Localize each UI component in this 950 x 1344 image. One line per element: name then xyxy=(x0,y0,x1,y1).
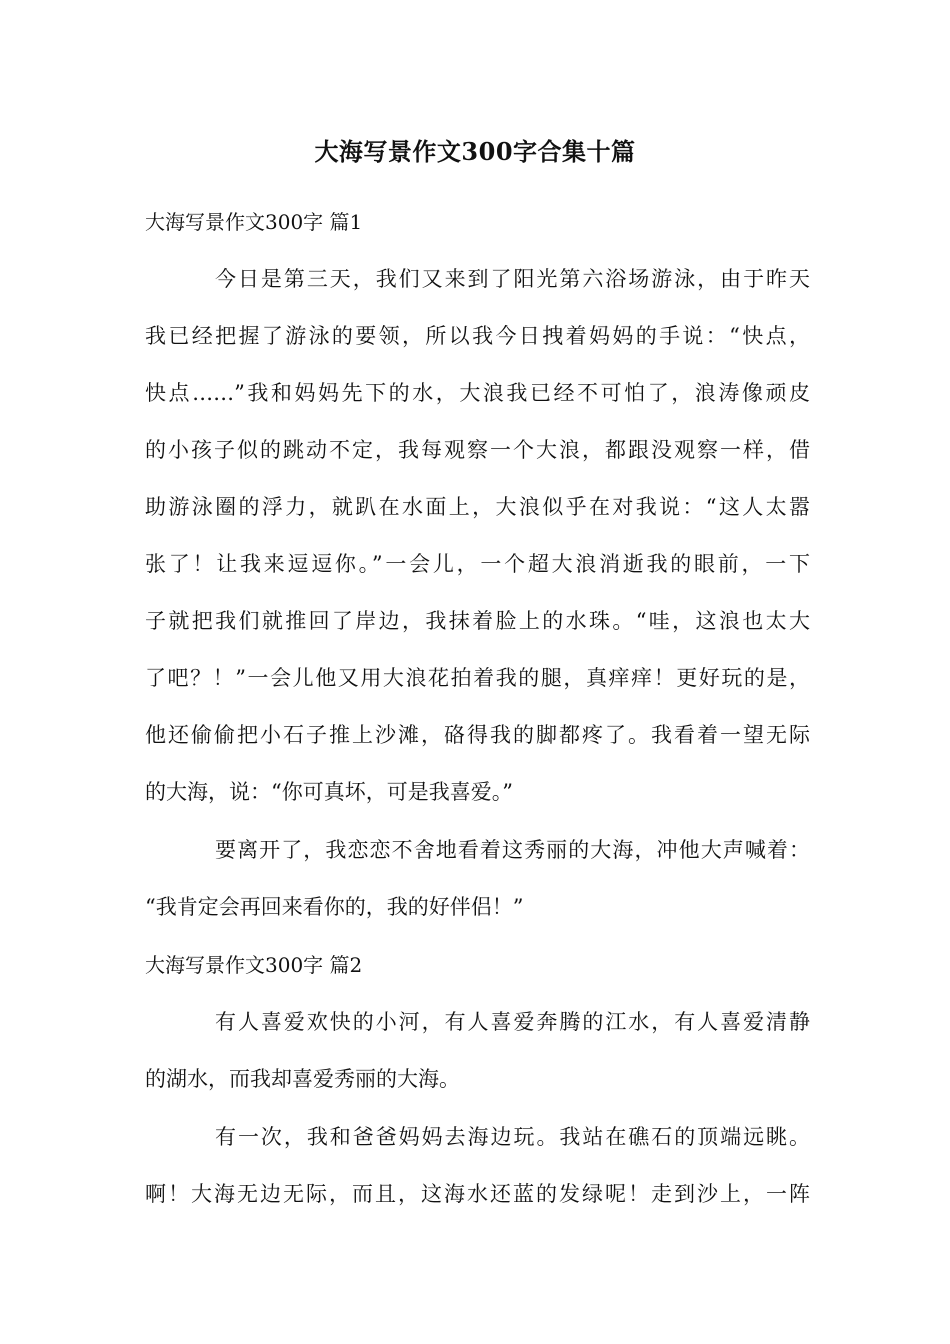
paragraph-line: 助游泳圈的浮力，就趴在水面上，大浪似乎在对我说：“这人太嚣 xyxy=(145,495,810,519)
paragraph-line: 张了！让我来逗逗你。”一会儿，一个超大浪消逝我的眼前，一下 xyxy=(145,552,810,576)
paragraph-line: 有一次，我和爸爸妈妈去海边玩。我站在礁石的顶端远眺。 xyxy=(215,1125,810,1149)
paragraph-line: “我肯定会再回来看你的，我的好伴侣！” xyxy=(145,895,524,919)
paragraph-line: 我已经把握了游泳的要领，所以我今日拽着妈妈的手说：“快点， xyxy=(145,324,810,348)
paragraph-line: 的湖水，而我却喜爱秀丽的大海。 xyxy=(145,1067,460,1091)
paragraph-line: 他还偷偷把小石子推上沙滩，硌得我的脚都疼了。我看着一望无际 xyxy=(145,723,810,747)
paragraph-line: 要离开了，我恋恋不舍地看着这秀丽的大海，冲他大声喊着： xyxy=(215,838,810,862)
paragraph-line: 子就把我们就推回了岸边，我抹着脸上的水珠。“哇，这浪也太大 xyxy=(145,609,810,633)
section-heading: 大海写景作文300字 篇2 xyxy=(145,953,363,977)
paragraph-line: 了吧？！”一会儿他又用大浪花拍着我的腿，真痒痒！更好玩的是， xyxy=(145,666,810,690)
paragraph-line: 的小孩子似的跳动不定，我每观察一个大浪，都跟没观察一样，借 xyxy=(145,438,810,462)
paragraph-line: 有人喜爱欢快的小河，有人喜爱奔腾的江水，有人喜爱清静 xyxy=(215,1010,810,1034)
document-title: 大海写景作文300字合集十篇 xyxy=(314,137,636,166)
section-heading: 大海写景作文300字 篇1 xyxy=(145,210,363,234)
paragraph-line: 啊！大海无边无际，而且，这海水还蓝的发绿呢！走到沙上，一阵 xyxy=(145,1182,810,1206)
paragraph-line: 今日是第三天，我们又来到了阳光第六浴场游泳，由于昨天 xyxy=(215,267,810,291)
paragraph-line: 快点……”我和妈妈先下的水，大浪我已经不可怕了，浪涛像顽皮 xyxy=(145,381,810,405)
paragraph-line: 的大海，说：“你可真坏，可是我喜爱。” xyxy=(145,780,513,804)
